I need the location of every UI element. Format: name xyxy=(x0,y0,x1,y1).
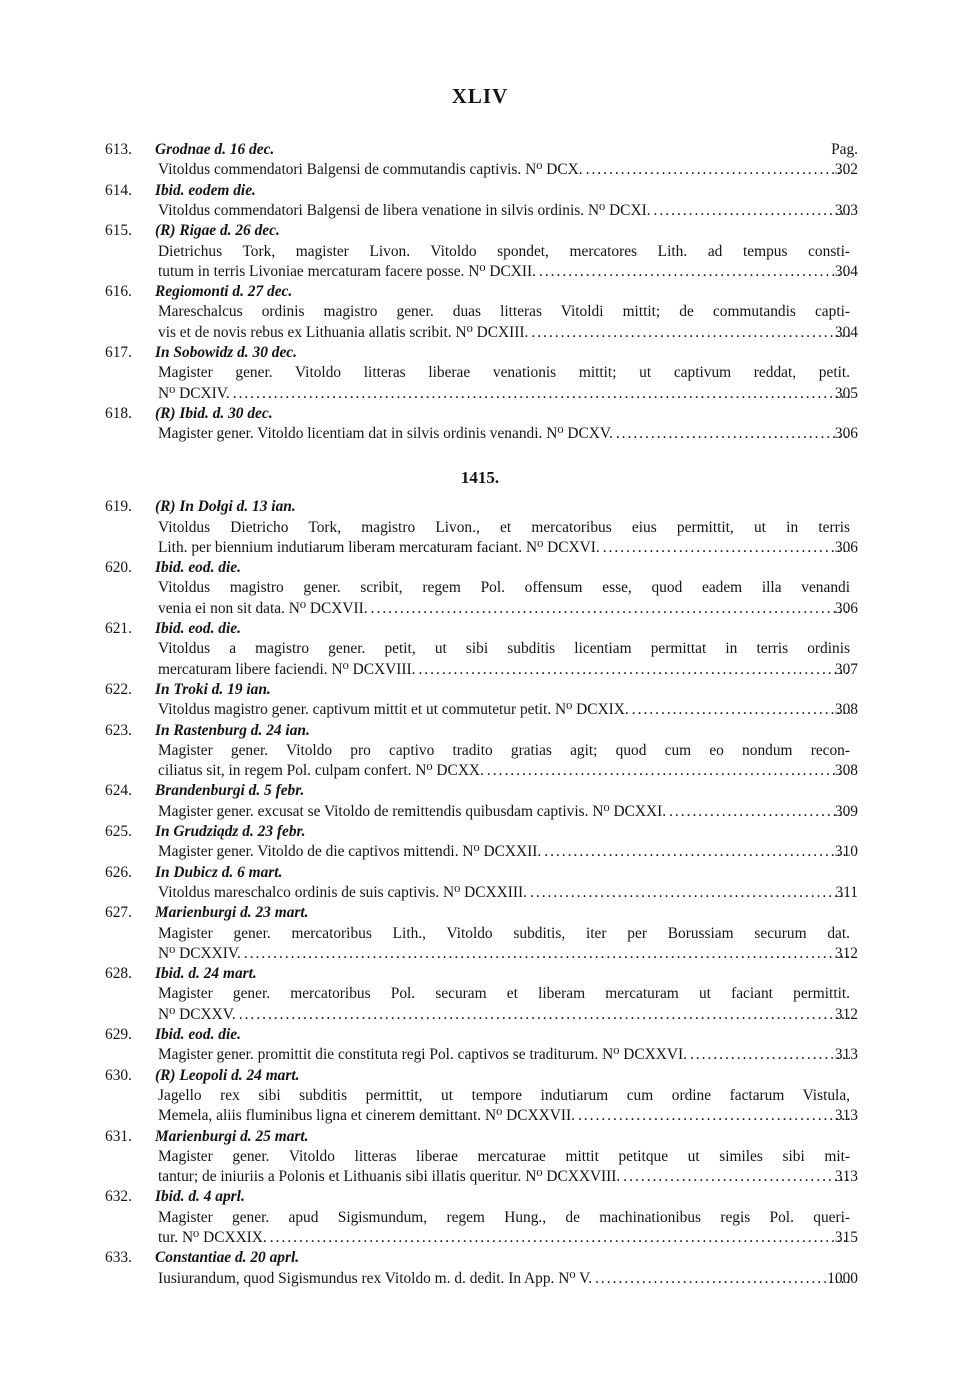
entry-place-date: (R) In Dołgi d. 13 ian. xyxy=(155,498,296,516)
entry-summary-text-part: Vitoldus commendatori Balgensi de libera venatione in silvis ordinis. N⁰ DCXI. xyxy=(158,201,651,219)
entry-summary-text xyxy=(158,660,850,680)
entry-summary-line xyxy=(0,242,960,262)
entry-heading-line xyxy=(0,497,960,517)
entry-page-number: 315 xyxy=(834,1229,858,1247)
entry-summary-line xyxy=(0,1147,960,1167)
entry-summary-line xyxy=(0,384,960,404)
entry-summary-line xyxy=(0,1228,960,1248)
page-column-label: Pag. xyxy=(831,141,858,158)
entry-summary-text: Mareschalcus ordinis magistro gener. duas litteras Vitoldi mittit; de commutandis capti- xyxy=(158,303,850,321)
entry-summary-line xyxy=(0,599,960,619)
entry-page-number: 304 xyxy=(834,262,858,280)
entry-summary-text-part: Vitoldus magistro gener. captivum mittit et ut commutetur petit. N⁰ DCXIX. xyxy=(158,701,629,719)
entry-summary-text-part: tutum in terris Livoniae mercaturam facere posse. N⁰ DCXII. xyxy=(158,262,536,280)
entry-place-date: Ibid. eod. die. xyxy=(155,620,241,638)
entry-summary-line xyxy=(0,741,960,761)
entry-heading-line xyxy=(0,404,960,424)
entry-page-number: 306 xyxy=(834,538,858,556)
entry-page-number: 313 xyxy=(834,1107,858,1125)
entry-summary-text-part: Memela, aliis fluminibus ligna et cinerem demittant. N⁰ DCXXVII. xyxy=(158,1107,575,1125)
entry-summary-text-part: Magister gener. excusat se Vitoldo de remittendis quibusdam captivis. N⁰ DCXXI. xyxy=(158,802,667,820)
entry-summary-text-part: Vitoldus mareschalco ordinis de suis captivis. N⁰ DCXXIII. xyxy=(158,883,527,901)
entry-summary-line xyxy=(0,1167,960,1187)
entry-number: 617. xyxy=(105,344,132,361)
entry-heading-line xyxy=(0,863,960,883)
entry-heading-line xyxy=(0,140,960,160)
entry-number: 621. xyxy=(105,620,132,638)
entry-summary-text-part: mercaturam libere faciendi. N⁰ DCXVIII. xyxy=(158,660,416,678)
dot-leader xyxy=(575,1106,850,1126)
entry-summary-line xyxy=(0,262,960,282)
entry-page-number: 302 xyxy=(834,161,858,179)
entry-number: 613. xyxy=(105,141,132,158)
entry-number: 614. xyxy=(105,181,132,199)
entry-summary-line xyxy=(0,984,960,1004)
dot-leader xyxy=(368,599,850,619)
entry-page-number: 308 xyxy=(834,701,858,719)
entry-place-date: Ibid. eod. die. xyxy=(155,559,241,577)
entry-summary-text xyxy=(158,262,850,282)
entry-summary-text-part: Vitoldus commendatori Balgensi de commutandis captivis. N⁰ DCX. xyxy=(158,161,583,179)
entry-number: 627. xyxy=(105,904,132,922)
entry-page-number: 312 xyxy=(834,1005,858,1023)
entry-place-date: Marienburgi d. 25 mart. xyxy=(155,1127,309,1145)
entry-number: 628. xyxy=(105,965,132,983)
entry-summary-text xyxy=(158,802,850,822)
entry-place-date: Constantiae d. 20 aprl. xyxy=(155,1249,300,1267)
dot-leader xyxy=(536,262,850,282)
entry-summary-line xyxy=(0,160,960,180)
entry-number: 633. xyxy=(105,1249,132,1267)
entry-summary-text xyxy=(158,883,850,903)
entry-summary-line xyxy=(0,201,960,221)
entry-number: 618. xyxy=(105,404,132,422)
entry-summary-text xyxy=(158,1005,850,1025)
entry-number: 619. xyxy=(105,498,132,516)
entry-summary-text xyxy=(158,1269,850,1289)
entry-heading-line xyxy=(0,282,960,302)
entry-heading-line xyxy=(0,1187,960,1207)
entry-place-date: Regiomonti d. 27 dec. xyxy=(155,283,293,301)
entry-summary-text: Vitoldus Dietricho Tork, magistro Livon., et mercatoribus eius permittit, ut in terris xyxy=(158,518,850,536)
entry-place-date: Ibid. eod. die. xyxy=(155,1026,241,1044)
entry-place-date: Ibid. d. 4 aprl. xyxy=(155,1188,245,1206)
entry-summary-text xyxy=(158,160,850,180)
entry-summary-text xyxy=(158,424,850,444)
entry-summary-text: Vitoldus a magistro gener. petit, ut sibi subditis licentiam permittat in terris ordinis xyxy=(158,640,850,658)
entry-summary-text xyxy=(158,700,850,720)
entry-summary-line xyxy=(0,924,960,944)
entry-summary-text-part: tantur; de iniuriis a Polonis et Lithuanis sibi illatis queritur. N⁰ DCXXVIII. xyxy=(158,1168,621,1186)
entry-heading-line xyxy=(0,619,960,639)
entry-summary-text xyxy=(158,538,850,558)
dot-leader xyxy=(241,944,850,964)
entry-summary-text xyxy=(158,201,850,221)
entry-summary-text-part: N⁰ DCXXV. xyxy=(158,1005,236,1023)
dot-leader xyxy=(541,842,850,862)
entry-place-date: In Troki d. 19 ian. xyxy=(155,680,271,698)
entry-summary-text-part: N⁰ DCXIV. xyxy=(158,384,230,402)
entry-heading-line xyxy=(0,558,960,578)
entry-place-date: In Sobowidz d. 30 dec. xyxy=(155,344,297,361)
entry-summary-text xyxy=(158,944,850,964)
entry-heading-line xyxy=(0,1248,960,1268)
entry-summary-text-part: N⁰ DCXXIV. xyxy=(158,944,241,962)
entry-summary-line xyxy=(0,1086,960,1106)
entry-summary-text-part: Lith. per biennium indutiarum liberam mercaturam faciant. N⁰ DCXVI. xyxy=(158,538,600,556)
entry-summary-line xyxy=(0,802,960,822)
entry-heading-line xyxy=(0,903,960,923)
entry-summary-text-part: Magister gener. Vitoldo de die captivos mittendi. N⁰ DCXXII. xyxy=(158,843,542,861)
entry-heading-line xyxy=(0,680,960,700)
entry-number: 624. xyxy=(105,782,132,800)
entry-page-number: 306 xyxy=(834,425,858,443)
entry-summary-text-part: ciliatus sit, in regem Pol. culpam confert. N⁰ DCXX. xyxy=(158,762,484,780)
entry-place-date: Ibid. d. 24 mart. xyxy=(155,965,257,983)
entry-number: 631. xyxy=(105,1127,132,1145)
entry-summary-text xyxy=(158,599,850,619)
entry-page-number: 1000 xyxy=(827,1269,858,1287)
entry-heading-line xyxy=(0,1025,960,1045)
entry-summary-line xyxy=(0,1106,960,1126)
entry-summary-line xyxy=(0,424,960,444)
entry-number: 620. xyxy=(105,559,132,577)
entry-summary-line xyxy=(0,660,960,680)
entry-page-number: 309 xyxy=(834,802,858,820)
entry-summary-line xyxy=(0,363,960,383)
entry-summary-text: Magister gener. mercatoribus Lith., Vitoldo subditis, iter per Borussiam securum dat. xyxy=(158,924,850,942)
entry-summary-line xyxy=(0,1045,960,1065)
entry-place-date: Ibid. eodem die. xyxy=(155,181,256,199)
entry-page-number: 304 xyxy=(834,323,858,341)
dot-leader xyxy=(415,660,850,680)
entry-place-date: In Grudziądz d. 23 febr. xyxy=(155,823,306,841)
entry-summary-line xyxy=(0,1208,960,1228)
entry-summary-line xyxy=(0,883,960,903)
entry-summary-line xyxy=(0,323,960,343)
entry-place-date: (R) Leopoli d. 24 mart. xyxy=(155,1066,300,1084)
entry-heading-line xyxy=(0,1066,960,1086)
entry-page-number: 312 xyxy=(834,944,858,962)
entry-summary-line xyxy=(0,302,960,322)
entry-page-number: 307 xyxy=(834,660,858,678)
dot-leader xyxy=(267,1228,850,1248)
entry-page-number: 306 xyxy=(834,599,858,617)
entry-number: 622. xyxy=(105,680,132,698)
entry-number: 630. xyxy=(105,1066,132,1084)
entry-summary-text xyxy=(158,384,850,404)
entry-summary-line xyxy=(0,1005,960,1025)
dot-leader xyxy=(230,384,850,404)
entry-heading-line xyxy=(0,822,960,842)
entry-page-number: 305 xyxy=(834,384,858,402)
entry-summary-line xyxy=(0,1269,960,1289)
entry-summary-text: Magister gener. apud Sigismundum, regem Hung., de machinationibus regis Pol. queri- xyxy=(158,1208,850,1226)
entry-page-number: 310 xyxy=(834,843,858,861)
entry-number: 623. xyxy=(105,721,132,739)
dot-leader xyxy=(484,761,850,781)
dot-leader xyxy=(528,323,850,343)
entry-heading-line xyxy=(0,343,960,363)
entry-summary-text: Magister gener. Vitoldo pro captivo tradito gratias agit; quod cum eo nondum recon- xyxy=(158,741,850,759)
entry-summary-text xyxy=(158,1045,850,1065)
entry-summary-line xyxy=(0,639,960,659)
entry-summary-text: Vitoldus magistro gener. scribit, regem Pol. offensum esse, quod eadem illa venandi xyxy=(158,579,850,597)
entry-page-number: 308 xyxy=(834,762,858,780)
dot-leader xyxy=(236,1005,850,1025)
entry-summary-text-part: venia ei non sit data. N⁰ DCXVII. xyxy=(158,599,368,617)
entry-number: 616. xyxy=(105,283,132,301)
entry-summary-text-part: tur. N⁰ DCXXIX. xyxy=(158,1229,267,1247)
entry-number: 626. xyxy=(105,863,132,881)
entry-summary-line xyxy=(0,538,960,558)
entry-summary-text-part: Magister gener. Vitoldo licentiam dat in silvis ordinis venandi. N⁰ DCXV. xyxy=(158,425,613,443)
entry-summary-text xyxy=(158,842,850,862)
entry-number: 625. xyxy=(105,823,132,841)
entry-summary-text xyxy=(158,323,850,343)
entry-place-date: (R) Ibid. d. 30 dec. xyxy=(155,404,273,422)
entry-summary-line xyxy=(0,578,960,598)
entry-summary-text: Magister gener. mercatoribus Pol. securam et liberam mercaturam ut faciant permittit. xyxy=(158,985,850,1003)
entry-summary-line xyxy=(0,700,960,720)
entry-heading-line xyxy=(0,721,960,741)
entry-summary-text: Jagello rex sibi subditis permittit, ut tempore indutiarum cum ordine factarum Vistula, xyxy=(158,1086,850,1104)
entry-heading-line xyxy=(0,181,960,201)
entry-number: 632. xyxy=(105,1188,132,1206)
entry-page-number: 303 xyxy=(834,201,858,219)
year-heading: 1415. xyxy=(460,468,500,487)
entry-heading-line xyxy=(0,781,960,801)
entry-number: 629. xyxy=(105,1026,132,1044)
entry-page-number: 313 xyxy=(834,1168,858,1186)
entry-summary-line xyxy=(0,518,960,538)
entry-heading-line xyxy=(0,964,960,984)
dot-leader xyxy=(527,883,850,903)
entry-summary-text xyxy=(158,761,850,781)
entry-place-date: In Dubicz d. 6 mart. xyxy=(155,863,283,881)
entry-page-number: 313 xyxy=(834,1046,858,1064)
entry-summary-line xyxy=(0,944,960,964)
entry-summary-line xyxy=(0,761,960,781)
entry-place-date: (R) Rigae d. 26 dec. xyxy=(155,222,280,240)
entry-summary-text-part: vis et de novis rebus ex Lithuania allatis scribit. N⁰ DCXIII. xyxy=(158,323,529,341)
entry-place-date: Brandenburgi d. 5 febr. xyxy=(155,782,305,800)
entry-summary-text xyxy=(158,1106,850,1126)
entry-summary-text: Dietrichus Tork, magister Livon. Vitoldo spondet, mercatores Lith. ad tempus consti- xyxy=(158,242,850,260)
entry-summary-line xyxy=(0,842,960,862)
entry-summary-text xyxy=(158,1167,850,1187)
entry-summary-text: Magister gener. Vitoldo litteras liberae mercaturae mittit petitque ut similes sibi mit- xyxy=(158,1147,850,1165)
entry-heading-line xyxy=(0,1127,960,1147)
entry-place-date: Marienburgi d. 23 mart. xyxy=(155,904,309,922)
page-title: XLIV xyxy=(451,84,509,108)
entry-summary-text: Magister gener. Vitoldo litteras liberae venationis mittit; ut captivum reddat, petit. xyxy=(158,364,850,382)
entry-place-date: Grodnae d. 16 dec. xyxy=(155,141,275,158)
entry-page-number: 311 xyxy=(835,883,858,901)
entry-summary-text-part: Magister gener. promittit die constituta regi Pol. captivos se traditurum. N⁰ DCXXVI. xyxy=(158,1046,687,1064)
entry-summary-text-part: Iusiurandum, quod Sigismundus rex Vitoldo m. d. dedit. In App. N⁰ V. xyxy=(158,1269,593,1287)
entry-number: 615. xyxy=(105,222,132,240)
entry-summary-text xyxy=(158,1228,850,1248)
entry-heading-line xyxy=(0,221,960,241)
entry-place-date: In Rastenburg d. 24 ian. xyxy=(155,721,310,739)
